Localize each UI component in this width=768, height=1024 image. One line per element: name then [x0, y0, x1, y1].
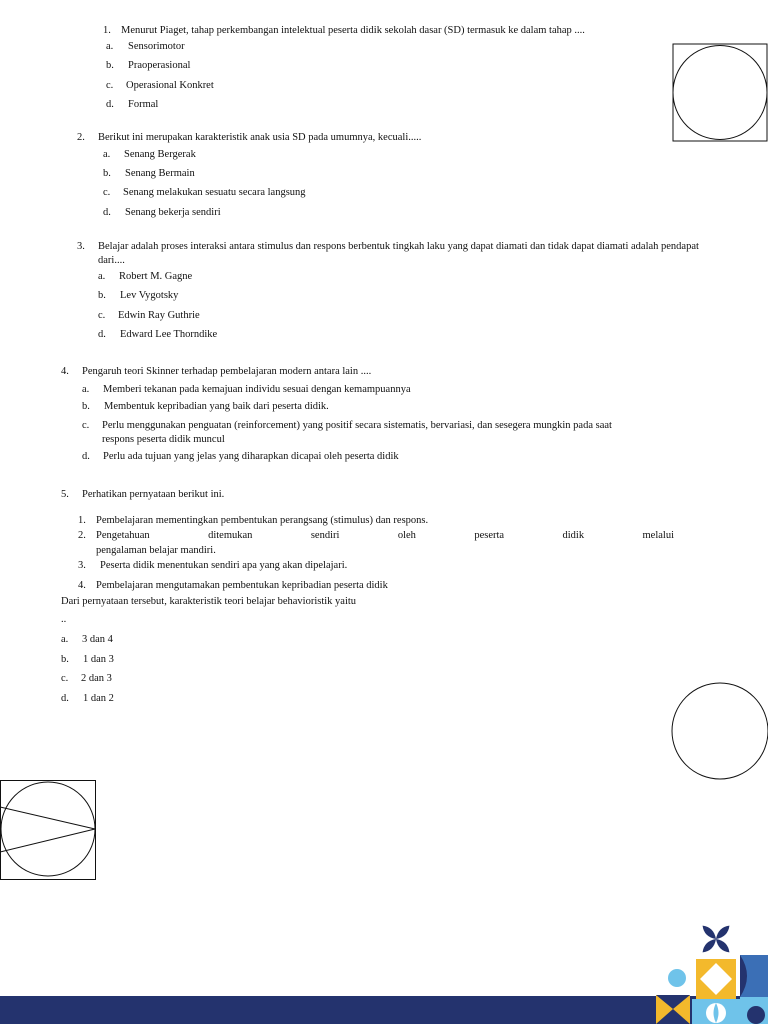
statement-word: ditemukan — [208, 530, 253, 541]
statement-word: sendiri — [310, 530, 340, 541]
option-text: Senang Bergerak — [124, 149, 196, 160]
option-letter: a. — [61, 634, 69, 645]
option-letter: a. — [106, 41, 114, 52]
question-text: Perhatikan pernyataan berikut ini. — [82, 489, 225, 500]
geometric-pattern-decoration — [650, 915, 768, 1024]
option-letter: d. — [98, 329, 106, 340]
option-text: 3 dan 4 — [82, 634, 113, 645]
option-letter: c. — [82, 420, 90, 431]
option-letter: d. — [103, 207, 111, 218]
option-letter: d. — [61, 693, 69, 704]
option-letter: c. — [106, 80, 114, 91]
option-text: Senang Bermain — [125, 168, 195, 179]
statement-word: melalui — [642, 530, 674, 541]
option-text: Sensorimotor — [128, 41, 185, 52]
option-letter: c. — [61, 673, 69, 684]
option-text: Praoperasional — [128, 60, 191, 71]
question-number: 2. — [77, 132, 85, 143]
option-text: Perlu menggunakan penguatan (reinforcement) yang positif secara sistematis, bervariasi, dan sesegera mungkin pada saat respons peserta didik muncul — [102, 420, 612, 445]
statement-word: Pengetahuan — [96, 530, 150, 541]
prompt-text: .. — [61, 614, 67, 625]
statement-number: 4. — [78, 580, 86, 591]
option-text: 1 dan 3 — [83, 654, 114, 665]
question-number: 4. — [61, 366, 69, 377]
option-letter: b. — [106, 60, 114, 71]
option-text: Perlu ada tujuan yang jelas yang diharapkan dicapai oleh peserta didik — [103, 451, 399, 462]
statement-text: Pembelajaran mengutamakan pembentukan kepribadian peserta didik — [96, 580, 388, 591]
statement-justified-line — [96, 529, 674, 542]
option-letter: c. — [98, 310, 106, 321]
option-letter: b. — [103, 168, 111, 179]
option-text: Edwin Ray Guthrie — [118, 310, 200, 321]
option-letter: a. — [103, 149, 111, 160]
question-text: Belajar adalah proses interaksi antara stimulus dan respons berbentuk tingkah laku yang dapat diamati dan tidak dapat diamati adalah pendapat dari.... — [98, 241, 699, 266]
statement-continuation: pengalaman belajar mandiri. — [96, 545, 216, 556]
statement-word: oleh — [397, 530, 416, 541]
statement-text: Peserta didik menentukan sendiri apa yang akan dipelajari. — [100, 560, 348, 571]
question-number: 1. — [103, 25, 111, 36]
statement-text: Pembelajaran mementingkan pembentukan perangsang (stimulus) dan respons. — [96, 515, 429, 526]
option-letter: b. — [61, 654, 69, 665]
option-letter: a. — [82, 384, 90, 395]
question-text: Pengaruh teori Skinner terhadap pembelajaran modern antara lain .... — [82, 366, 372, 377]
circle-outline-shape — [671, 682, 768, 782]
circle-square-wedge-shape — [0, 780, 97, 881]
option-letter: d. — [106, 99, 114, 110]
statement-number: 3. — [78, 560, 86, 571]
option-letter: a. — [98, 271, 106, 282]
option-text: Formal — [128, 99, 159, 110]
option-text: Senang melakukan sesuatu secara langsung — [123, 187, 306, 198]
option-letter: c. — [103, 187, 111, 198]
option-text: Edward Lee Thorndike — [120, 329, 218, 340]
statement-word: peserta — [474, 530, 505, 541]
question-text: Menurut Piaget, tahap perkembangan intelektual peserta didik sekolah dasar (SD) termasuk ke dalam tahap .... — [121, 25, 585, 36]
question-number: 5. — [61, 489, 69, 500]
option-text: Membentuk kepribadian yang baik dari peserta didik. — [104, 401, 329, 412]
option-text: Lev Vygotsky — [120, 290, 179, 301]
option-text: Senang bekerja sendiri — [125, 207, 221, 218]
option-letter: d. — [82, 451, 90, 462]
option-letter: b. — [82, 401, 90, 412]
prompt-text: Dari pernyataan tersebut, karakteristik teori belajar behavioristik yaitu — [61, 596, 357, 607]
option-text: Operasional Konkret — [126, 80, 214, 91]
option-letter: b. — [98, 290, 106, 301]
option-text: Memberi tekanan pada kemajuan individu sesuai dengan kemampuannya — [103, 384, 411, 395]
circle-in-square-shape — [672, 43, 768, 143]
question-text: Berikut ini merupakan karakteristik anak usia SD pada umumnya, kecuali..... — [98, 132, 422, 143]
question-number: 3. — [77, 241, 85, 252]
option-text: 2 dan 3 — [81, 673, 112, 684]
option-text: Robert M. Gagne — [119, 271, 193, 282]
statement-word: didik — [562, 530, 585, 541]
statement-number: 1. — [78, 515, 86, 526]
option-text: 1 dan 2 — [83, 693, 114, 704]
statement-number: 2. — [78, 530, 86, 541]
